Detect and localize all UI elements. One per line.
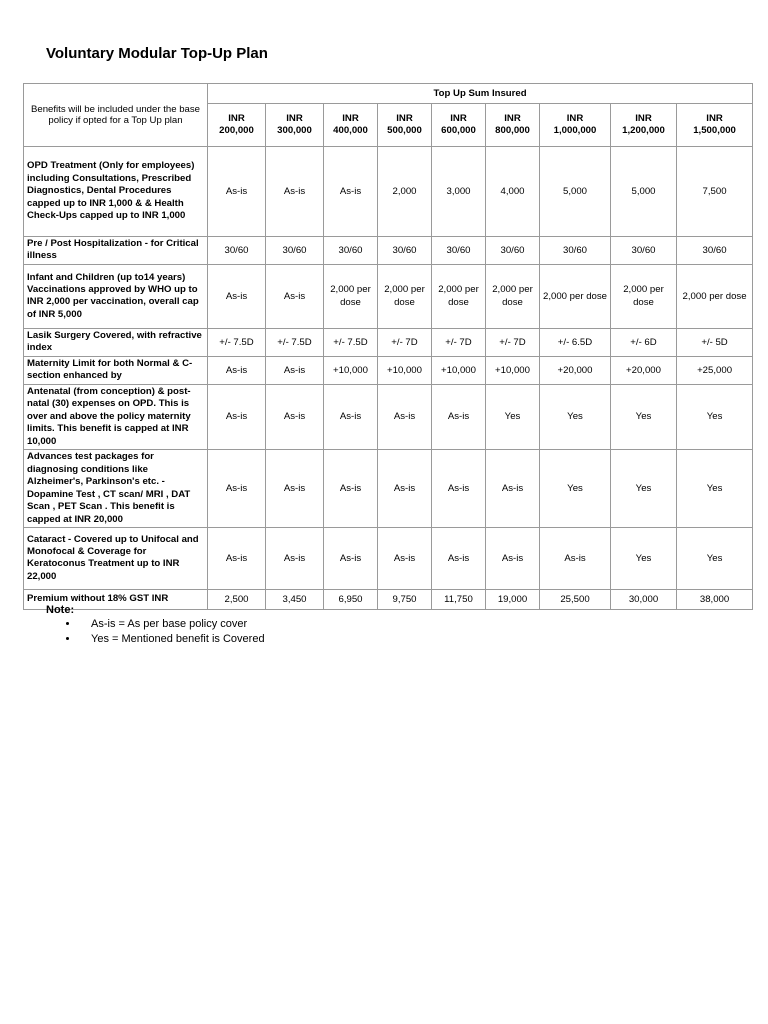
benefit-value: As-is: [208, 527, 266, 589]
benefit-value: +/- 7.5D: [324, 328, 378, 356]
benefit-value: 30/60: [266, 237, 324, 265]
benefit-value: Yes: [540, 384, 611, 449]
column-header-currency: INR: [228, 112, 245, 124]
benefit-value: As-is: [266, 450, 324, 528]
benefit-value: As-is: [324, 384, 378, 449]
benefit-label: Maternity Limit for both Normal & C-section enhanced by: [24, 356, 208, 384]
benefit-label: OPD Treatment (Only for employees) including Consultations, Prescribed Diagnostics, Dental Procedures capped up to INR 1,000 & & Health Check-Ups capped up to INR 1,000: [24, 147, 208, 237]
benefit-value: +20,000: [540, 356, 611, 384]
benefit-value: As-is: [208, 264, 266, 328]
benefit-value: +/- 7D: [486, 328, 540, 356]
benefit-value: +20,000: [611, 356, 677, 384]
benefit-value: +/- 6.5D: [540, 328, 611, 356]
benefit-value: 2,000 per dose: [677, 264, 753, 328]
benefit-value: As-is: [486, 450, 540, 528]
table-row: [24, 384, 753, 449]
sum-insured-column-header: [208, 104, 266, 147]
table-row: [24, 356, 753, 384]
table-body: [24, 147, 753, 610]
benefit-value: As-is: [266, 264, 324, 328]
benefit-value: As-is: [266, 384, 324, 449]
benefit-value: Yes: [611, 450, 677, 528]
benefit-value: As-is: [432, 384, 486, 449]
sum-insured-column-header: [324, 104, 378, 147]
column-header-currency: INR: [286, 112, 303, 124]
table-intro: Benefits will be included under the base policy if opted for a Top Up plan: [24, 84, 208, 147]
benefit-value: 3,000: [432, 147, 486, 237]
benefit-value: 7,500: [677, 147, 753, 237]
benefit-value: 25,500: [540, 589, 611, 609]
benefit-value: 38,000: [677, 589, 753, 609]
benefit-value: 30/60: [208, 237, 266, 265]
benefit-value: 30/60: [378, 237, 432, 265]
benefit-value: As-is: [432, 527, 486, 589]
benefit-value: 2,000 per dose: [611, 264, 677, 328]
benefit-value: Yes: [677, 527, 753, 589]
benefit-value: 2,000 per dose: [432, 264, 486, 328]
benefit-label: Premium without 18% GST INR: [24, 589, 208, 609]
benefit-value: 19,000: [486, 589, 540, 609]
column-header-currency: INR: [566, 112, 584, 124]
table-row: [24, 147, 753, 237]
benefit-value: As-is: [324, 527, 378, 589]
benefit-value: +25,000: [677, 356, 753, 384]
benefit-value: 30/60: [540, 237, 611, 265]
column-header-currency: INR: [504, 112, 521, 124]
notes-section: [46, 604, 265, 647]
benefit-value: 30,000: [611, 589, 677, 609]
benefit-value: +10,000: [432, 356, 486, 384]
benefit-value: Yes: [540, 450, 611, 528]
column-header-amount: 600,000: [441, 125, 476, 136]
benefit-value: +/- 7.5D: [208, 328, 266, 356]
benefit-value: 2,000: [378, 147, 432, 237]
benefit-value: Yes: [611, 527, 677, 589]
benefit-value: 2,500: [208, 589, 266, 609]
sum-insured-column-header: [677, 104, 753, 147]
note-item: • Yes = Mentioned benefit is Covered: [79, 632, 265, 647]
sum-insured-header: Top Up Sum Insured: [208, 84, 753, 104]
column-header-amount: 500,000: [387, 125, 422, 136]
benefit-value: As-is: [540, 527, 611, 589]
benefit-label: Antenatal (from conception) & post-natal (30) expenses on OPD. This is over and above the policy maternity limits. This benefit is capped at INR 10,000: [24, 384, 208, 449]
benefit-value: 11,750: [432, 589, 486, 609]
benefit-value: 30/60: [486, 237, 540, 265]
table-row: [24, 237, 753, 265]
benefit-value: As-is: [266, 147, 324, 237]
benefit-value: As-is: [208, 356, 266, 384]
benefit-value: 9,750: [378, 589, 432, 609]
benefit-value: +/- 5D: [677, 328, 753, 356]
sum-insured-column-header: [540, 104, 611, 147]
column-header-currency: INR: [706, 112, 723, 124]
sum-insured-column-header: [432, 104, 486, 147]
sum-insured-column-header: [486, 104, 540, 147]
benefit-value: 3,450: [266, 589, 324, 609]
benefit-value: 2,000 per dose: [486, 264, 540, 328]
benefit-label: Lasik Surgery Covered, with refractive index: [24, 328, 208, 356]
column-header-amount: 300,000: [277, 125, 312, 136]
benefit-value: 30/60: [611, 237, 677, 265]
benefit-value: As-is: [486, 527, 540, 589]
column-header-amount: 400,000: [333, 125, 368, 136]
column-header-amount: 1,000,000: [553, 125, 597, 136]
column-header-currency: INR: [450, 112, 467, 124]
benefit-label: Infant and Children (up to14 years) Vaccinations approved by WHO up to INR 2,000 per vaccination, overall cap of INR 5,000: [24, 264, 208, 328]
benefit-value: As-is: [208, 384, 266, 449]
benefit-value: As-is: [378, 527, 432, 589]
benefit-value: As-is: [266, 356, 324, 384]
sum-insured-column-header: [378, 104, 432, 147]
benefit-value: +10,000: [378, 356, 432, 384]
benefit-value: Yes: [677, 384, 753, 449]
table-row: [24, 527, 753, 589]
benefit-value: 30/60: [677, 237, 753, 265]
benefit-label: Advances test packages for diagnosing conditions like Alzheimer's, Parkinson's etc. - Dopamine Test , CT scan/ MRI , DAT Scan , PET Scan . This benefit is capped at INR 20,000: [24, 450, 208, 528]
benefit-value: As-is: [432, 450, 486, 528]
benefit-label: Pre / Post Hospitalization - for Critical illness: [24, 237, 208, 265]
benefit-value: 6,950: [324, 589, 378, 609]
column-header-currency: INR: [635, 112, 652, 124]
sum-insured-column-header: [266, 104, 324, 147]
benefit-value: As-is: [324, 450, 378, 528]
benefit-value: As-is: [378, 384, 432, 449]
table-row: [24, 264, 753, 328]
benefit-value: +10,000: [486, 356, 540, 384]
column-header-amount: 200,000: [219, 125, 254, 136]
benefit-value: 30/60: [432, 237, 486, 265]
benefit-value: 5,000: [611, 147, 677, 237]
table-row: [24, 328, 753, 356]
benefit-value: +/- 6D: [611, 328, 677, 356]
benefit-value: As-is: [208, 450, 266, 528]
benefit-value: As-is: [208, 147, 266, 237]
benefit-value: 2,000 per dose: [378, 264, 432, 328]
benefit-value: Yes: [611, 384, 677, 449]
benefit-value: +/- 7.5D: [266, 328, 324, 356]
benefit-value: 2,000 per dose: [324, 264, 378, 328]
benefit-value: 4,000: [486, 147, 540, 237]
benefit-value: 2,000 per dose: [540, 264, 611, 328]
benefit-value: +10,000: [324, 356, 378, 384]
benefit-value: Yes: [677, 450, 753, 528]
benefit-value: +/- 7D: [378, 328, 432, 356]
top-up-plan-table: [23, 83, 753, 610]
benefit-value: +/- 7D: [432, 328, 486, 356]
benefit-value: 30/60: [324, 237, 378, 265]
notes-list: [46, 617, 265, 647]
notes-title: Note:: [46, 604, 75, 616]
column-header-amount: 800,000: [495, 125, 530, 136]
benefit-label: Cataract - Covered up to Unifocal and Monofocal & Coverage for Keratoconus Treatment up to INR 22,000: [24, 527, 208, 589]
column-header-amount: 1,200,000: [622, 125, 665, 136]
column-header-currency: INR: [342, 112, 359, 124]
note-item: • As-is = As per base policy cover: [79, 617, 265, 632]
column-header-currency: INR: [396, 112, 413, 124]
benefit-value: Yes: [486, 384, 540, 449]
page-title: Voluntary Modular Top-Up Plan: [46, 45, 268, 62]
table-row: [24, 450, 753, 528]
benefit-value: As-is: [324, 147, 378, 237]
benefit-value: 5,000: [540, 147, 611, 237]
benefit-value: As-is: [378, 450, 432, 528]
sum-insured-column-header: [611, 104, 677, 147]
benefit-value: As-is: [266, 527, 324, 589]
column-header-amount: 1,500,000: [693, 125, 736, 136]
